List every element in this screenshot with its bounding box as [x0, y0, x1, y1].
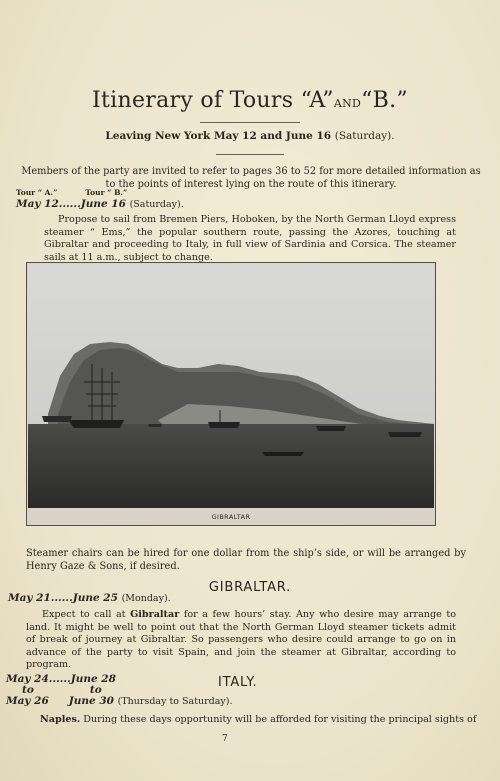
gibraltar-photo	[28, 264, 434, 508]
entry1-date	[16, 198, 184, 210]
gibraltar-paragraph	[26, 609, 456, 672]
italy-date-a1: May 24......	[6, 673, 71, 685]
steamer-chairs-paragraph: Steamer chairs can be hired for one dollar from the ship’s side, or will be arranged by Henry Gaze & Sons, if desired.	[26, 548, 466, 572]
page-number: 7	[222, 734, 228, 744]
gibraltar-heading: GIBRALTAR.	[208, 580, 292, 595]
tour-a-label: Tour “ A.”	[16, 188, 58, 197]
photo-caption: GIBRALTAR	[211, 513, 251, 521]
subtitle-rule	[216, 154, 284, 155]
gibraltar-date-text: May 21......June 25	[8, 592, 118, 604]
gibraltar-date	[8, 592, 171, 604]
page-title	[0, 88, 500, 113]
italy-date-b2: June 30	[68, 695, 114, 707]
italy-date-a2: May 26	[6, 695, 49, 707]
title-and: AND	[333, 97, 362, 110]
gibraltar-photo-frame	[26, 262, 436, 526]
subtitle-text: Leaving New York May 12 and June 16	[105, 130, 332, 142]
gibraltar-day: (Monday).	[121, 593, 171, 604]
gibraltar-text-bold: Gibraltar	[130, 609, 180, 620]
subtitle-day: (Saturday).	[334, 130, 395, 142]
entry1-date-text: May 12......June 16	[16, 198, 126, 210]
title-rule	[200, 122, 300, 123]
naples-paragraph	[40, 714, 480, 727]
gibraltar-text-lead: Expect to call at	[42, 609, 126, 620]
italy-to-b: to	[89, 684, 102, 696]
departure-subtitle	[0, 130, 500, 142]
italy-heading: ITALY.	[218, 675, 258, 690]
naples-text: During these days opportunity will be afforded for visiting the principal sights of	[83, 714, 477, 725]
gibraltar-photo-svg	[28, 264, 434, 508]
tour-b-label: Tour “ B.”	[85, 188, 128, 197]
italy-day: (Thursday to Saturday).	[117, 696, 233, 707]
entry1-day: (Saturday).	[129, 199, 184, 210]
intro-paragraph: Members of the party are invited to refer to pages 36 to 52 for more detailed information as to the points of interest lying on the route of this itinerary.	[21, 166, 481, 190]
title-end: “B.”	[361, 88, 408, 113]
title-main: Itinerary of Tours “A”	[92, 88, 334, 113]
gibraltar-text-rest: for a few hours’ stay. Any who desire may arrange to land. It might be well to point out that the North German Lloyd steamer tickets admit of break of journey at Gibraltar. So passengers who desire could arrange to go on in advance of the party to visit Spain, and join the steamer at Gibraltar, according to program.	[26, 609, 456, 670]
italy-to-a: to	[22, 684, 34, 696]
tour-labels	[16, 188, 155, 197]
entry1-paragraph: Propose to sail from Bremen Piers, Hoboken, by the North German Lloyd express steamer “ Ems,” the popular southern route, passing the Azores, touching at Gibraltar and proceeding to Italy, in full view of Sardinia and Corsica. The steamer sails at 11 a.m., subject to change.	[44, 214, 456, 263]
naples-lead: Naples.	[40, 714, 81, 725]
italy-dates	[6, 674, 233, 707]
italy-date-b1: June 28	[70, 673, 116, 685]
